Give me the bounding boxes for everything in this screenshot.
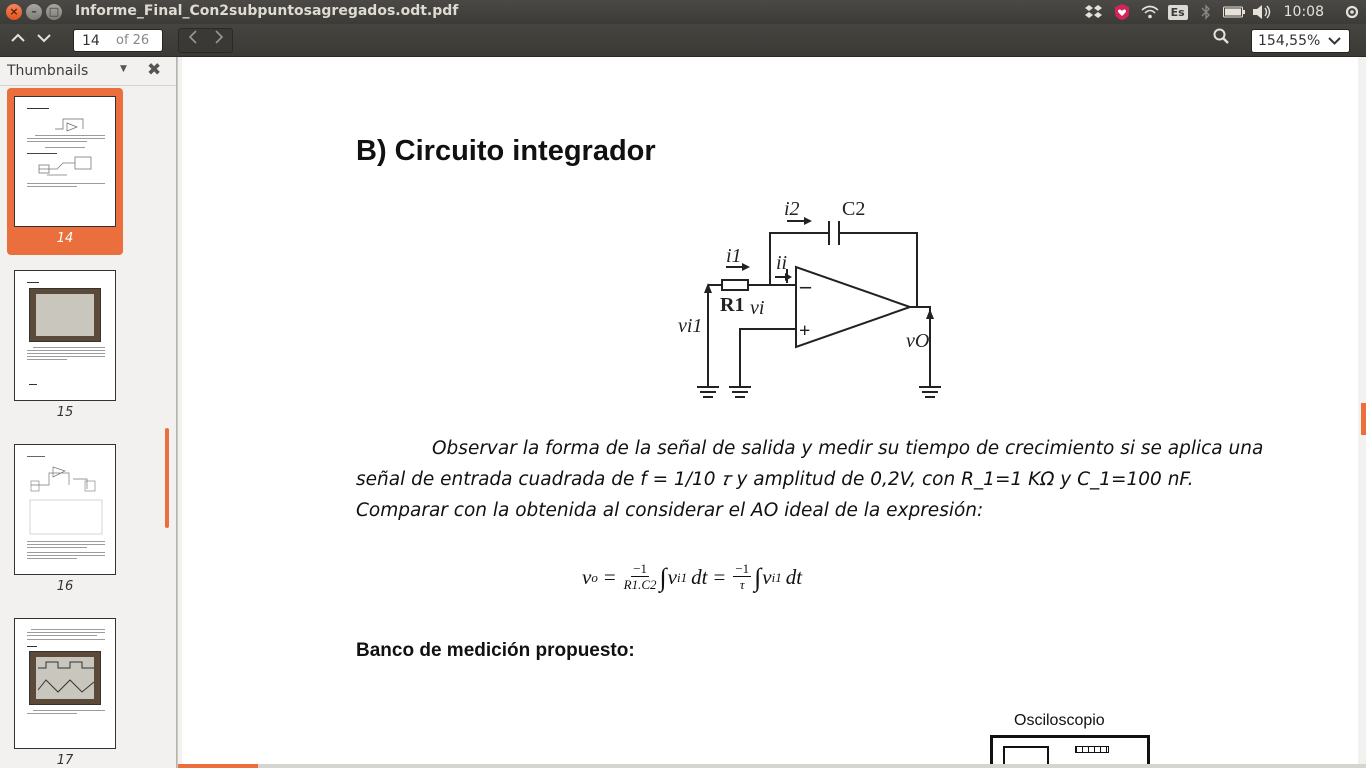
history-back-button[interactable] [180,29,206,53]
formula-equals: = [603,565,616,589]
dropbox-icon[interactable] [1083,0,1105,24]
current-i2-label: i2 [784,198,800,220]
title-bar [0,0,1366,24]
formula-equals-2: = [713,565,726,589]
previous-page-button[interactable] [5,28,31,52]
formula-integrand-sub-2: i1 [771,569,782,585]
paragraph-line-2: señal de entrada cuadrada de f = 1/10 𝜏 y amplitud de 0,2V, con R_1=1 KΩ y C_1=100 nF. [356,469,1194,490]
history-forward-button[interactable] [206,29,232,53]
gear-power-icon[interactable] [1341,0,1363,24]
thumbnail-page-16[interactable] [7,436,123,603]
window-title: Informe_Final_Con2subpuntosagregados.odt.pdf [75,3,459,19]
resistor-r1-label: R1 [720,294,745,316]
integrator-formula [582,562,802,593]
thumbnail-page-number: 16 [56,579,74,594]
battery-icon[interactable] [1223,0,1245,24]
wifi-icon[interactable] [1139,0,1161,24]
formula-fraction-2 [733,562,751,593]
thumbnail-page-number: 17 [56,753,74,768]
formula-dt: dt [691,565,708,589]
bluetooth-icon[interactable] [1195,0,1217,24]
integral-symbol: ∫ [659,562,667,592]
fraction-numerator: −1 [633,561,648,576]
noninverting-input-label: + [799,320,811,342]
subheading-banco: Banco de medición propuesto: [356,640,635,661]
zoom-value: 154,55% [1258,33,1321,49]
fraction-denominator: R1.C2 [623,577,657,592]
thumbnail-image [14,270,116,401]
fraction-numerator: −1 [735,561,750,576]
caret-down-icon[interactable]: ▼ [120,64,127,74]
voltage-vi-label: vi [750,297,765,319]
scroll-position-marker[interactable] [1361,403,1366,435]
voltage-vi1-label: vi1 [678,315,703,337]
integral-symbol-2: ∫ [754,562,762,592]
oscilloscope-label: Osciloscopio [1014,712,1105,729]
horizontal-scrollbar[interactable] [178,764,1366,768]
oscilloscope-drawing [990,735,1150,765]
sidebar-title[interactable]: Thumbnails [7,63,89,79]
minimize-window-button[interactable]: – [26,4,42,20]
thumbnail-list [0,86,176,768]
voltage-vo-label: vO [906,330,930,352]
paragraph-line-3: Comparar con la obtenida al considerar el AO ideal de la expresión: [356,500,984,521]
capacitor-c2-label: C2 [842,198,866,220]
thumbnail-image [14,444,116,575]
page-total-label: of 26 [116,33,150,48]
thumbnail-image [14,96,116,227]
search-button[interactable] [1208,28,1234,52]
volume-icon[interactable] [1251,0,1273,24]
formula-integrand-2: v [762,565,772,589]
thumbnail-page-17[interactable] [7,610,123,768]
toolbar [0,24,1366,57]
horizontal-scrollbar-thumb[interactable] [178,764,258,768]
thumbnail-page-14[interactable] [7,88,123,255]
sidebar-scrollbar[interactable] [165,428,169,528]
document-view[interactable] [178,57,1366,768]
page-selector[interactable] [73,29,163,52]
zoom-select[interactable] [1251,29,1350,53]
formula-integrand-sub: i1 [677,569,688,585]
thumbnail-page-number: 14 [56,231,74,246]
thumbnail-image [14,618,116,749]
system-tray [1080,0,1366,24]
maximize-window-button[interactable]: □ [46,4,62,20]
formula-lhs-sub: o [591,569,598,585]
section-heading: B) Circuito integrador [356,135,656,167]
sidebar [0,57,177,768]
next-page-button[interactable] [31,28,57,52]
close-sidebar-icon[interactable]: ✖ [147,60,162,80]
inverting-input-label: – [800,273,811,298]
heart-shield-icon[interactable] [1111,0,1133,24]
document-page [182,57,1358,765]
current-i1-label: i1 [726,245,742,267]
formula-dt-2: dt [785,565,803,589]
formula-fraction-1 [624,562,657,593]
current-ii-label: ii [776,252,788,274]
keyboard-layout-indicator[interactable]: Es [1167,0,1189,24]
formula-lhs: v [582,565,592,589]
thumbnail-page-15[interactable] [7,262,123,429]
formula-integrand: v [667,565,677,589]
thumbnail-page-number: 15 [56,405,74,420]
sidebar-header [0,57,176,86]
paragraph-line-1: Observar la forma de la señal de salida y medir su tiempo de crecimiento si se aplica una [432,438,1264,459]
chevron-down-icon [1328,30,1341,59]
integrator-circuit-diagram [672,197,962,405]
clock[interactable]: 10:08 [1283,4,1324,20]
fraction-denominator: τ [739,577,745,592]
history-nav-group [178,28,233,53]
page-number-input[interactable] [74,33,110,49]
close-window-button[interactable]: × [6,4,22,20]
